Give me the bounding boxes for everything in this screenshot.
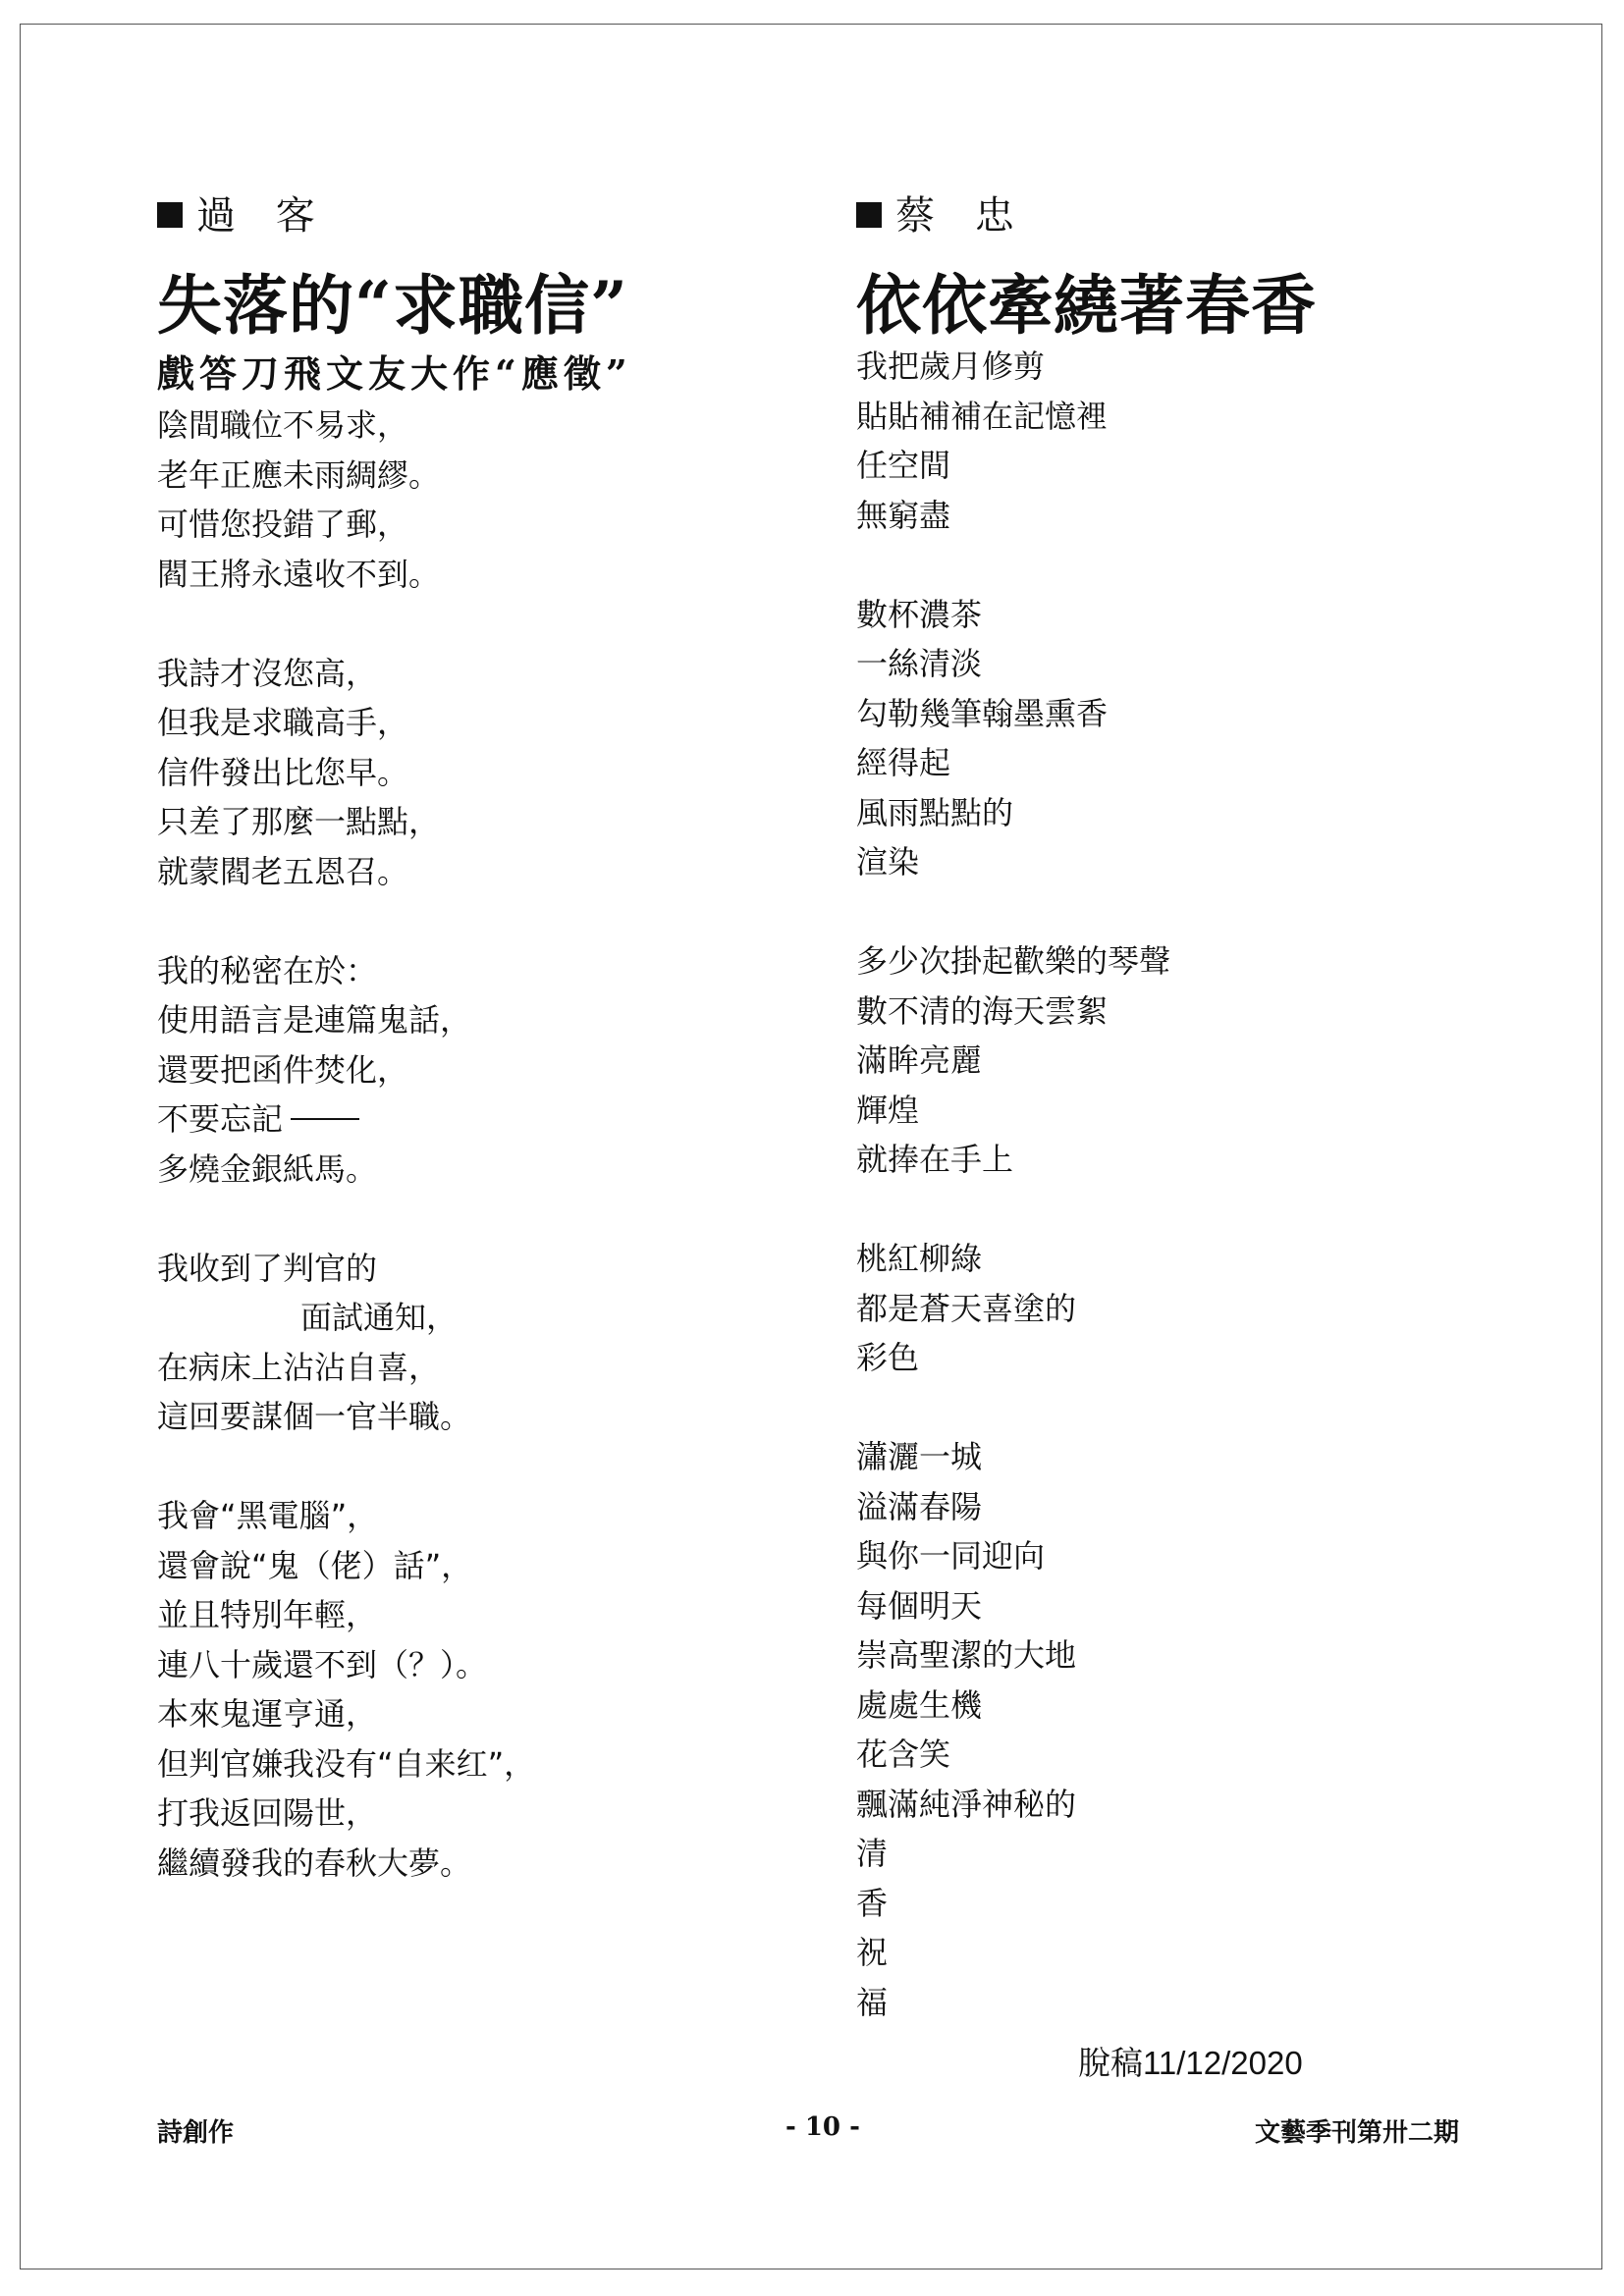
poem-line-text: 滿眸亮麗	[856, 1041, 983, 1079]
poem-line-text: 我收到了判官的	[157, 1249, 378, 1287]
poem-line-text: 溢滿春陽	[856, 1487, 983, 1525]
poem-line-text: 勾勒幾筆翰墨熏香	[856, 694, 1109, 732]
poem-line-text: 還會說“鬼（佬）話”，	[157, 1546, 473, 1584]
poem-line-text: 處處生機	[856, 1685, 983, 1724]
poem-line	[856, 1284, 1170, 1334]
stanza-gap	[856, 887, 1170, 937]
poem-line-text: 飄滿純淨神秘的	[856, 1785, 1077, 1823]
square-bullet-icon	[157, 202, 183, 228]
poem-line	[157, 698, 535, 748]
poem-line	[157, 451, 535, 501]
poem-line	[157, 946, 535, 996]
stanza-gap	[856, 1383, 1170, 1433]
poem-line	[856, 1681, 1170, 1731]
poem-line-text: 多燒金銀紙馬。	[157, 1149, 378, 1188]
poem-line-text: 福	[856, 1983, 889, 2021]
poem-line	[856, 689, 1170, 739]
stanza-gap	[157, 1194, 535, 1244]
poem-line-text: 我詩才沒您高，	[157, 654, 378, 692]
poem-line	[856, 1780, 1170, 1830]
poem-line	[856, 1036, 1170, 1086]
em-dash-line	[291, 1118, 359, 1120]
poem-line	[856, 392, 1170, 442]
poem-line	[157, 1590, 535, 1640]
poem-line	[856, 788, 1170, 838]
manuscript-date-note: 脫稿11/12/2020	[1078, 2045, 1303, 2081]
poem-line	[856, 1531, 1170, 1581]
poem-line-text: 打我返回陽世，	[157, 1794, 378, 1832]
poem-line-text: 我把歲月修剪	[856, 347, 1046, 385]
poem-line	[157, 1689, 535, 1739]
poem-line	[157, 995, 535, 1045]
poem-line	[856, 1581, 1170, 1631]
poem-line-text: 信件發出比您早。	[157, 753, 409, 791]
poem-line	[856, 1432, 1170, 1482]
poem-line	[157, 1392, 535, 1442]
poem-line	[157, 847, 535, 897]
poem-line	[157, 1491, 535, 1541]
poem-line-text: 但判官嫌我没有“自来红”，	[157, 1744, 536, 1783]
poem-line	[856, 987, 1170, 1037]
footer-section: 詩創作	[157, 2118, 235, 2148]
left-author-name: 過 客	[196, 193, 329, 239]
poem-line-text: 風雨點點的	[856, 793, 1014, 831]
footer-issue: 文藝季刊第卅二期	[1255, 2118, 1460, 2148]
left-poem-body	[157, 400, 535, 1888]
poem-line-text: 多少次掛起歡樂的琴聲	[856, 942, 1171, 980]
poem-line-text: 祝	[856, 1934, 889, 1971]
poem-line-text: 清	[856, 1835, 889, 1872]
poem-line-text: 每個明天	[856, 1586, 983, 1625]
poem-line-text: 並且特別年輕，	[157, 1596, 378, 1633]
poem-line-text: 使用語言是連篇鬼話，	[157, 1001, 472, 1039]
poem-line-text: 就蒙閻老五恩召。	[157, 852, 409, 890]
poem-line-text: 這回要謀個一官半職。	[157, 1398, 472, 1435]
poem-line-text: 與你一同迎向	[856, 1537, 1046, 1575]
poem-line-text: 花含笑	[856, 1735, 951, 1773]
poem-line	[157, 649, 535, 699]
poem-line-text: 貼貼補補在記憶裡	[856, 397, 1109, 435]
poem-line-text: 香	[856, 1884, 889, 1922]
poem-line-text: 就捧在手上	[856, 1141, 1014, 1178]
footer-page-number: - 10 -	[785, 2112, 860, 2142]
right-author-name: 蔡 忠	[895, 193, 1028, 239]
poem-line	[157, 1145, 535, 1195]
poem-line-text: 只差了那麼一點點，	[157, 803, 441, 840]
poem-line-text: 數杯濃茶	[856, 595, 983, 633]
poem-line	[856, 639, 1170, 689]
poem-line-text: 彩色	[856, 1339, 920, 1376]
poem-line-text: 本來鬼運亨通，	[157, 1695, 378, 1733]
poem-line	[157, 1343, 535, 1393]
poem-line-text: 陰間職位不易求，	[157, 406, 409, 444]
poem-line	[856, 1135, 1170, 1185]
poem-line	[157, 1293, 535, 1343]
poem-line	[157, 500, 535, 550]
poem-line	[856, 342, 1170, 392]
poem-line	[856, 1730, 1170, 1780]
poem-line-text: 數不清的海天雲絮	[856, 991, 1109, 1030]
poem-line	[157, 1244, 535, 1294]
poem-line-text: 崇高聖潔的大地	[856, 1636, 1077, 1674]
poem-line-text: 連八十歲還不到（？）。	[157, 1645, 488, 1683]
poem-line-text: 老年正應未雨綢繆。	[157, 455, 441, 494]
poem-line	[856, 1482, 1170, 1532]
poem-line	[856, 1928, 1170, 1978]
poem-line-text: 經得起	[856, 744, 951, 781]
poem-line-text: 無窮盡	[856, 496, 951, 534]
poem-line	[856, 1086, 1170, 1136]
poem-line-text: 還要把函件焚化，	[157, 1050, 409, 1089]
poem-line	[157, 1095, 535, 1145]
poem-line	[856, 1630, 1170, 1681]
poem-line	[856, 1829, 1170, 1879]
poem-line	[856, 441, 1170, 491]
poem-line	[856, 837, 1170, 887]
poem-line	[157, 797, 535, 847]
stanza-gap	[157, 1442, 535, 1492]
poem-line-text: 瀟灑一城	[856, 1438, 983, 1475]
right-poem-body	[856, 342, 1170, 2027]
poem-line-text: 面試通知，	[300, 1299, 459, 1336]
poem-line	[856, 738, 1170, 788]
right-poem-title: 依依牽繞著春香	[856, 267, 1317, 344]
poem-line-text: 渲染	[856, 843, 920, 881]
poem-line	[856, 491, 1170, 541]
poem-line-text: 我的秘密在於：	[157, 951, 378, 989]
poem-line	[157, 1541, 535, 1591]
poem-line-text: 但我是求職高手，	[157, 704, 409, 741]
poem-line	[157, 1789, 535, 1839]
poem-line-text: 都是蒼天喜塗的	[856, 1289, 1077, 1327]
poem-line	[856, 1333, 1170, 1383]
poem-line	[157, 1839, 535, 1889]
poem-line-text: 我會“黑電腦”，	[157, 1497, 379, 1534]
poem-line-text: 任空間	[856, 447, 951, 484]
poem-line	[157, 1739, 535, 1789]
square-bullet-icon	[856, 202, 882, 228]
stanza-gap	[157, 599, 535, 649]
right-author	[856, 185, 1028, 240]
poem-line-text: 閻王將永遠收不到。	[157, 555, 441, 593]
poem-line	[157, 400, 535, 451]
poem-line	[157, 550, 535, 600]
left-author	[157, 185, 329, 240]
poem-line-text: 桃紅柳綠	[856, 1240, 983, 1277]
poem-line	[856, 1879, 1170, 1929]
poem-line	[856, 936, 1170, 987]
poem-line	[157, 748, 535, 798]
poem-line-text: 一絲清淡	[856, 645, 983, 682]
poem-line-text: 不要忘記	[157, 1100, 284, 1138]
poem-line-text: 可惜您投錯了郵，	[157, 506, 409, 543]
poem-line-text: 在病床上沾沾自喜，	[157, 1348, 441, 1386]
poem-line	[157, 1045, 535, 1095]
stanza-gap	[856, 540, 1170, 590]
stanza-gap	[856, 1185, 1170, 1235]
poem-line-text: 輝煌	[856, 1091, 920, 1129]
poem-line	[157, 1640, 535, 1690]
poem-line	[856, 1978, 1170, 2028]
poem-line-text: 繼續發我的春秋大夢。	[157, 1843, 472, 1882]
left-poem-title: 失落的“求職信”	[157, 267, 628, 344]
poem-line	[856, 590, 1170, 640]
stanza-gap	[157, 896, 535, 946]
left-poem-subtitle: 戲答刀飛文友大作“應徵”	[157, 351, 632, 396]
poem-line	[856, 1234, 1170, 1284]
